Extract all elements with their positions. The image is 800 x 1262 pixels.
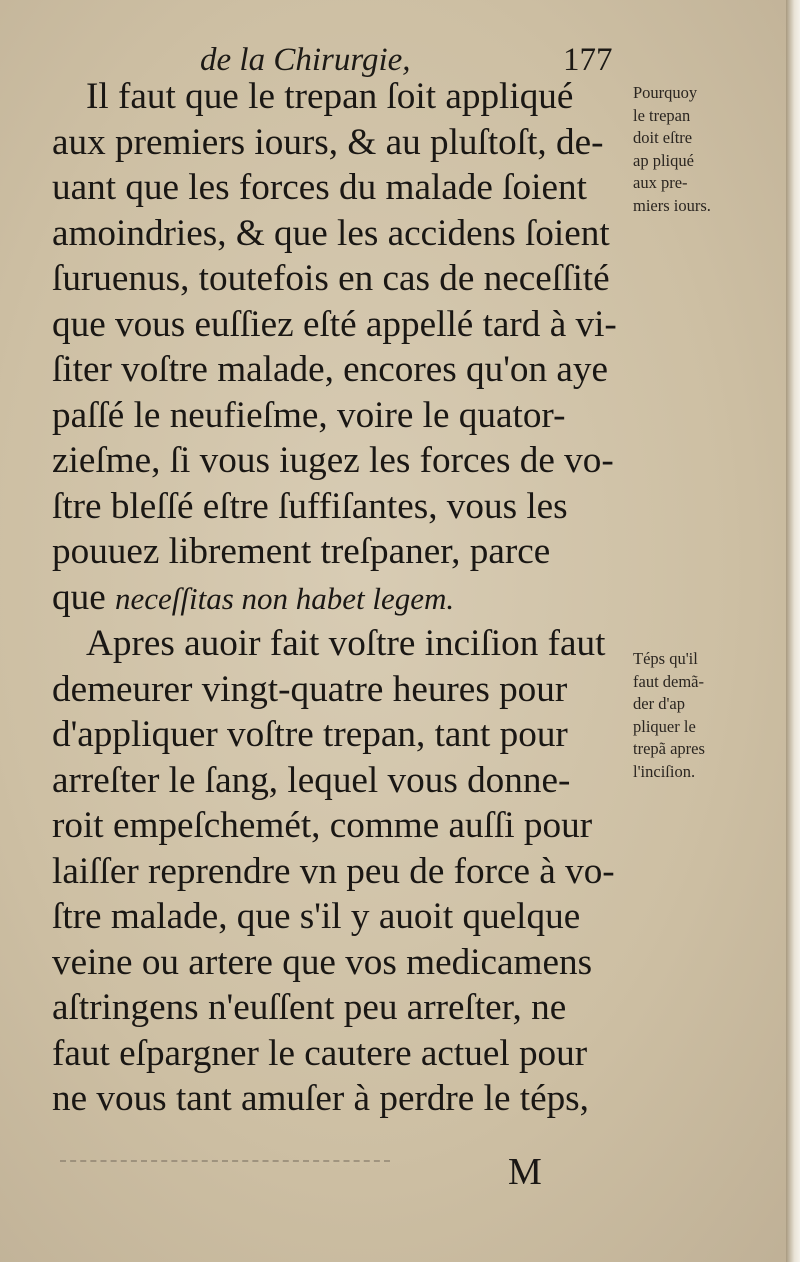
marginal-note [633,82,763,217]
page-edge [786,0,800,1262]
text-line: arreſter le ſang, lequel vous donne- [52,759,571,801]
text-line-latin [52,575,632,622]
text-line: paſſé le neufieſme, voire le quator- [52,394,566,436]
signature-mark: M [508,1151,542,1193]
marginal-line: pliquer le [633,716,696,736]
text-line: pouuez librement treſpaner, parce [52,531,551,572]
text-line: faut eſpargner le cautere actuel pour [52,1032,588,1074]
text-line: aſtringens n'euſſent peu arreſter, ne [52,987,567,1028]
marginal-line: miers iours. [633,195,711,215]
marginal-line: l'inciſion. [633,761,696,781]
marginal-note [633,648,763,783]
text-line: zieſme, ſi vous iugez les forces de vo- [52,440,614,481]
marginal-line: doit eſtre [633,128,693,147]
text-line: roit empeſchemét, comme auſſi pour [52,805,593,846]
text-line: ſtre malade, que s'il y auoit quelque [52,896,581,937]
marginal-line: ap pliqué [633,150,694,170]
marginal-line: le trepan [633,105,691,125]
text-line: aux premiers iours, & au pluſtoſt, de- [52,121,604,163]
text-line: Il faut que le trepan ſoit appliqué [86,76,574,117]
marginal-line: faut demã- [633,671,705,691]
marginal-line: der d'ap [633,694,685,713]
marginal-line: Téps qu'il [633,649,698,668]
text-line: que vous euſſiez eſté appellé tard à vi- [52,303,617,345]
bottom-rule [60,1160,390,1164]
marginal-line: trepã apres [633,739,705,758]
marginal-line: Pourquoy [633,83,698,102]
text-line: ne vous tant amuſer à perdre le téps, [52,1078,589,1119]
text-line: veine ou artere que vos medicamens [52,941,593,983]
text-line: ſuruenus, toutefois en cas de neceſſité [52,258,610,299]
running-title: de la Chirurgie, [200,42,411,78]
text-line: uant que les forces du malade ſoient [52,167,587,208]
text-line: ſtre bleſſé eſtre ſuffiſantes, vous les [52,485,568,527]
body-text [52,74,632,1122]
marginal-line: aux pre- [633,173,688,192]
text-line: d'appliquer voſtre trepan, tant pour [52,714,568,755]
text-line: demeurer vingt-quatre heures pour [52,668,568,710]
page-number: 177 [563,42,613,78]
text-fragment: que [52,576,115,618]
text-line: ſiter voſtre malade, encores qu'on aye [52,349,609,390]
text-line: amoindries, & que les accidens ſoient [52,212,610,254]
text-line: Apres auoir fait voſtre inciſion faut [86,623,606,664]
latin-phrase: neceſſitas non habet legem. [115,580,455,616]
text-line: laiſſer reprendre vn peu de force à vo- [52,850,615,892]
